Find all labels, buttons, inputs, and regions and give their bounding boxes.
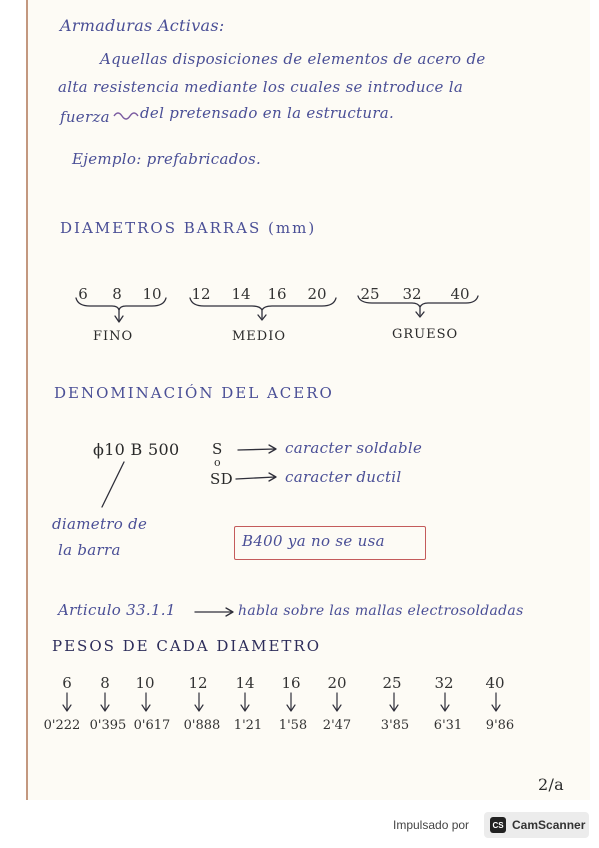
weight-diam-40: 40 [485, 674, 505, 692]
weight-arrows [63, 693, 500, 711]
weight-diam-12: 12 [188, 674, 208, 692]
steel-designation: ϕ10 B 500 [93, 440, 180, 459]
weights-title: PESOS DE CADA DIAMETRO [52, 637, 322, 655]
weight-value-12: 0'888 [183, 718, 221, 733]
weight-diam-16: 16 [281, 674, 301, 692]
article-meaning: habla sobre las mallas electrosoldadas [238, 603, 524, 619]
arrow-sd [236, 477, 275, 479]
diameter-pointer-line [102, 462, 124, 507]
weight-value-40: 9'86 [485, 718, 515, 733]
steel-title: DENOMINACIÓN DEL ACERO [54, 384, 334, 402]
diameter-6: 6 [78, 285, 88, 303]
powered-by-label: Impulsado por [393, 818, 470, 832]
weight-diam-20: 20 [327, 674, 347, 692]
group-label-medio: MEDIO [232, 329, 287, 344]
brace-medio [190, 298, 336, 310]
weight-value-20: 2'47 [322, 718, 352, 733]
definition-line-3a: fuerza [60, 108, 110, 126]
weight-value-8: 0'395 [89, 718, 127, 733]
page-number: 2/a [538, 775, 565, 794]
weight-diam-14: 14 [235, 674, 255, 692]
diameters-title: DIAMETROS BARRAS (mm) [60, 219, 317, 237]
weight-diam-25: 25 [382, 674, 402, 692]
weight-diam-6: 6 [62, 674, 72, 692]
definition-line-2: alta resistencia mediante los cuales se introduce la [58, 78, 464, 96]
definition-line-1: Aquellas disposiciones de elementos de acero de [100, 50, 486, 68]
weight-value-25: 3'85 [380, 718, 410, 733]
brace-grueso [358, 296, 478, 307]
steel-sd-meaning: caracter ductil [285, 468, 402, 486]
diameter-32: 32 [402, 285, 422, 303]
camscanner-logo-icon: CS [490, 817, 506, 833]
group-label-grueso: GRUESO [392, 327, 459, 342]
diameter-10: 10 [142, 285, 162, 303]
weight-diam-32: 32 [434, 674, 454, 692]
weight-diam-10: 10 [135, 674, 155, 692]
example-line: Ejemplo: prefabricados. [72, 150, 262, 168]
diameter-14: 14 [231, 285, 251, 303]
brace-fino [76, 298, 166, 310]
diameter-40: 40 [450, 285, 470, 303]
weight-value-10: 0'617 [133, 718, 171, 733]
weight-diam-8: 8 [100, 674, 110, 692]
scribble-mark [114, 113, 138, 119]
boxed-note-text: B400 ya no se usa [242, 532, 385, 550]
definition-line-3b: del pretensado en la estructura. [140, 104, 395, 122]
weight-value-6: 0'222 [43, 718, 81, 733]
diameter-note-line-2: la barra [58, 541, 121, 559]
weight-value-14: 1'21 [233, 718, 263, 733]
group-label-fino: FINO [93, 329, 134, 344]
diameter-25: 25 [360, 285, 380, 303]
camscanner-brand: CamScanner [512, 818, 586, 832]
arrow-s [238, 449, 275, 450]
steel-or: o [214, 456, 221, 469]
steel-s-suffix: S [212, 440, 223, 458]
steel-sd-suffix: SD [210, 470, 233, 488]
diameter-20: 20 [307, 285, 327, 303]
diameter-12: 12 [191, 285, 211, 303]
article-reference: Articulo 33.1.1 [58, 601, 176, 619]
diameter-8: 8 [112, 285, 122, 303]
weight-value-32: 6'31 [433, 718, 463, 733]
camscanner-badge[interactable] [484, 812, 589, 838]
diameter-note-line-1: diametro de [52, 515, 148, 533]
weight-value-16: 1'58 [278, 718, 308, 733]
steel-s-meaning: caracter soldable [285, 439, 423, 457]
section-heading-armaduras: Armaduras Activas: [60, 16, 225, 35]
diameter-16: 16 [267, 285, 287, 303]
